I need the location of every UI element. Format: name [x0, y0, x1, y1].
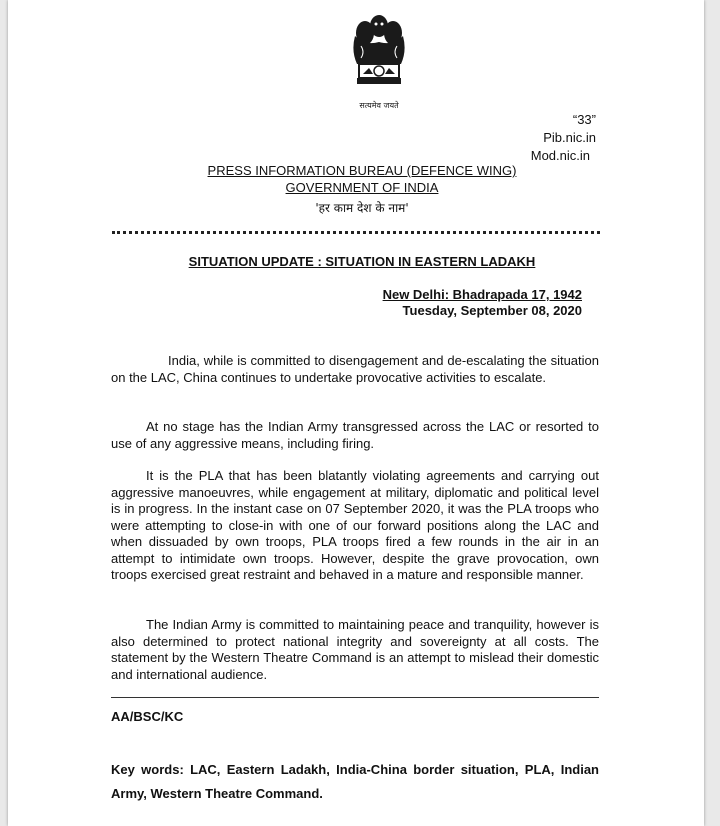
horizontal-rule: [111, 697, 599, 698]
body-paragraph-3: It is the PLA that has been blatantly violating agreements and carrying out aggressive manoeuvres, while engagement at military, diplomatic and political level is in progress. In the instant case on 07 September 2020, it was the PLA troops who were attempting to close-in with one of our forward positions along the LAC and when dissuaded by own troops, PLA troops fired a few rounds in the air in an attempt to intimidate own troops. However, despite the grave provocation, own troops exercised great restraint and behaved in a mature and responsible manner.: [111, 468, 599, 582]
document-page: [8, 0, 704, 826]
subject-title: SITUATION UPDATE : SITUATION IN EASTERN LADAKH: [188, 254, 536, 269]
emblem-motto: सत्यमेव जयते: [359, 101, 399, 110]
release-date: Tuesday, September 08, 2020: [402, 303, 582, 318]
government-heading: GOVERNMENT OF INDIA: [285, 180, 439, 195]
body-paragraph-1: India, while is committed to disengagement and de-escalating the situation on the LAC, China continues to undertake provocative activities to escalate.: [111, 353, 599, 385]
release-number: “33”: [572, 112, 596, 127]
website-pib: Pib.nic.in: [543, 130, 596, 145]
body-paragraph-2: At no stage has the Indian Army transgressed across the LAC or resorted to use of any aggressive means, including firing.: [111, 419, 599, 451]
dotted-divider: [112, 231, 600, 234]
body-paragraph-4: The Indian Army is committed to maintaining peace and tranquility, however is also determined to protect national integrity and sovereignty at all costs. The statement by the Western Theatre Command is an attempt to mislead their domestic and international audience.: [111, 617, 599, 682]
place-date: New Delhi: Bhadrapada 17, 1942: [382, 287, 582, 302]
website-mod: Mod.nic.in: [530, 148, 590, 163]
initials: AA/BSC/KC: [111, 709, 184, 724]
keywords: Key words: LAC, Eastern Ladakh, India-China border situation, PLA, Indian Army, Western Theatre Command.: [111, 762, 599, 801]
bureau-heading: PRESS INFORMATION BUREAU (DEFENCE WING): [207, 163, 517, 178]
hindi-tagline: 'हर काम देश के नाम': [315, 201, 409, 215]
